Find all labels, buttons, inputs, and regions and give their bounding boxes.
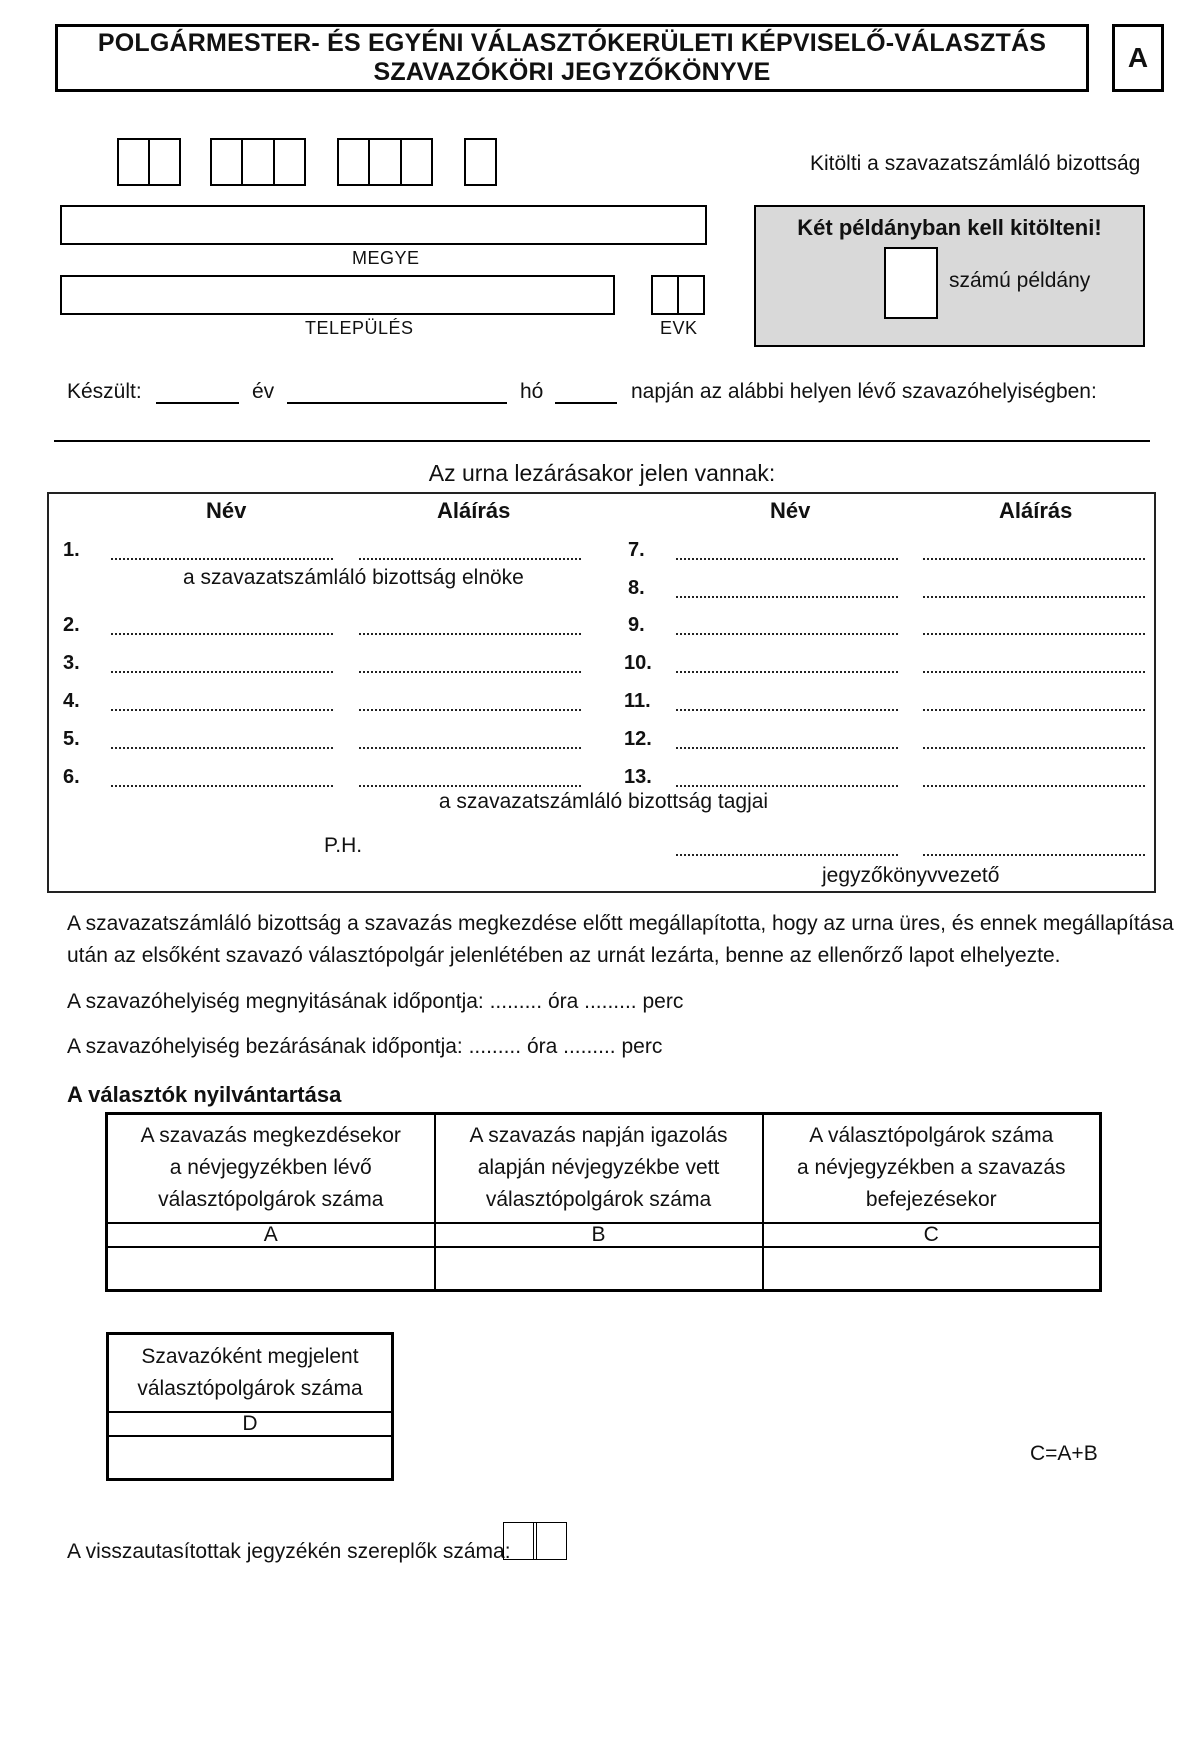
- member-number: 3.: [63, 652, 80, 674]
- name-line[interactable]: [676, 596, 898, 598]
- recorder-caption: jegyzőkönyvvezető: [822, 864, 1000, 887]
- col-signature-left: Aláírás: [437, 498, 511, 523]
- made-prefix: Készült:: [67, 380, 142, 403]
- statement-line2: után az elsőként szavazó választópolgár jelenlétében az urnát lezárta, benne az ellenőrző lapot elhelyezte.: [67, 944, 1061, 967]
- member-number: 1.: [63, 539, 80, 561]
- settlement-label: TELEPÜLÉS: [305, 318, 414, 338]
- evk-label: EVK: [660, 318, 698, 338]
- name-line[interactable]: [676, 709, 898, 711]
- voters-value-d[interactable]: [108, 1436, 393, 1480]
- month-blank[interactable]: [287, 402, 507, 404]
- opening-time[interactable]: A szavazóhelyiség megnyitásának időpontja: ......... óra ......... perc: [67, 990, 684, 1013]
- attendance-box: [47, 492, 1156, 893]
- form-title-line2: SZAVAZÓKÖRI JEGYZŐKÖNYVE: [373, 58, 771, 86]
- member-number: 11.: [624, 690, 651, 712]
- rejected-count-field[interactable]: [503, 1522, 567, 1560]
- name-line[interactable]: [676, 747, 898, 749]
- statement-line1: A szavazatszámláló bizottság a szavazás megkezdése előtt megállapította, hogy az urna üres, és ennek megállapítása: [67, 912, 1174, 935]
- name-line[interactable]: [111, 671, 333, 673]
- form-title-box: [55, 24, 1089, 92]
- name-line[interactable]: [111, 747, 333, 749]
- form-title-line1: POLGÁRMESTER- ÉS EGYÉNI VÁLASZTÓKERÜLETI KÉPVISELŐ-VÁLASZTÁS: [97, 29, 1047, 57]
- name-line[interactable]: [676, 671, 898, 673]
- filler-note: Kitölti a szavazatszámláló bizottság: [810, 152, 1141, 175]
- location-blank[interactable]: [54, 440, 1150, 442]
- signature-line[interactable]: [923, 671, 1145, 673]
- member-number: 2.: [63, 614, 80, 636]
- signature-line[interactable]: [359, 747, 581, 749]
- formula: C=A+B: [1030, 1442, 1098, 1465]
- member-number: 6.: [63, 766, 80, 788]
- settlement-field[interactable]: [60, 275, 615, 315]
- year-label: év: [252, 380, 275, 403]
- col-name-right: Név: [770, 498, 811, 523]
- col-name-left: Név: [206, 498, 247, 523]
- rejected-label: A visszautasítottak jegyzékén szereplők száma:: [67, 1540, 511, 1563]
- member-number: 9.: [628, 614, 645, 636]
- made-suffix: napján az alábbi helyen lévő szavazóhelyiségben:: [631, 380, 1097, 403]
- code-box-group-4[interactable]: [464, 138, 497, 186]
- stamp-label: P.H.: [324, 834, 363, 857]
- signature-line[interactable]: [359, 671, 581, 673]
- name-line[interactable]: [111, 709, 333, 711]
- code-box-group-3[interactable]: [337, 138, 433, 186]
- registry-letter-b: B: [435, 1223, 763, 1247]
- registry-col-b-header: A szavazás napján igazolás alapján névjegyzékbe vett választópolgárok száma: [435, 1114, 763, 1223]
- year-blank[interactable]: [156, 402, 239, 404]
- name-line[interactable]: [676, 558, 898, 560]
- member-number: 4.: [63, 690, 80, 712]
- member-number: 8.: [628, 577, 645, 599]
- voters-table: [106, 1332, 394, 1481]
- attendance-heading: Az urna lezárásakor jelen vannak:: [428, 460, 776, 486]
- registry-value-b[interactable]: [435, 1247, 763, 1291]
- copies-note: Két példányban kell kitölteni!: [797, 215, 1102, 240]
- registry-letter-c: C: [763, 1223, 1101, 1247]
- name-line[interactable]: [111, 558, 333, 560]
- member-number: 7.: [628, 539, 645, 561]
- member-number: 10.: [624, 652, 652, 674]
- code-box-group-1[interactable]: [117, 138, 181, 186]
- name-line[interactable]: [111, 633, 333, 635]
- registry-col-a-header: A szavazás megkezdésekor a névjegyzékben lévő választópolgárok száma: [107, 1114, 435, 1223]
- col-signature-right: Aláírás: [999, 498, 1073, 523]
- signature-line[interactable]: [923, 633, 1145, 635]
- member-number: 13.: [624, 766, 652, 788]
- voters-letter-d: D: [108, 1412, 393, 1436]
- signature-line[interactable]: [923, 709, 1145, 711]
- name-line[interactable]: [676, 633, 898, 635]
- recorder-signature-line[interactable]: [923, 854, 1145, 856]
- registry-col-c-header: A választópolgárok száma a névjegyzékben a szavazás befejezésekor: [763, 1114, 1101, 1223]
- signature-line[interactable]: [923, 558, 1145, 560]
- member-number: 12.: [624, 728, 652, 750]
- chair-caption: a szavazatszámláló bizottság elnöke: [183, 566, 524, 589]
- copy-number-field[interactable]: [884, 247, 938, 319]
- voters-header: Szavazóként megjelent választópolgárok száma: [108, 1334, 393, 1412]
- day-blank[interactable]: [555, 402, 617, 404]
- copies-box: [754, 205, 1145, 347]
- signature-line[interactable]: [923, 747, 1145, 749]
- member-number: 5.: [63, 728, 80, 750]
- registry-heading: A választók nyilvántartása: [67, 1082, 342, 1107]
- month-label: hó: [520, 380, 544, 403]
- form-version-letter: A: [1112, 24, 1164, 92]
- county-label: MEGYE: [352, 248, 420, 268]
- copy-label: számú példány: [949, 269, 1091, 292]
- signature-line[interactable]: [359, 709, 581, 711]
- registry-letter-a: A: [107, 1223, 435, 1247]
- code-box-group-2[interactable]: [210, 138, 306, 186]
- name-line[interactable]: [676, 785, 898, 787]
- county-field[interactable]: [60, 205, 707, 245]
- signature-line[interactable]: [359, 558, 581, 560]
- signature-line[interactable]: [923, 785, 1145, 787]
- signature-line[interactable]: [359, 785, 581, 787]
- recorder-name-line[interactable]: [676, 854, 898, 856]
- evk-field[interactable]: [651, 275, 705, 315]
- signature-line[interactable]: [359, 633, 581, 635]
- registry-value-a[interactable]: [107, 1247, 435, 1291]
- members-caption: a szavazatszámláló bizottság tagjai: [438, 790, 769, 813]
- registry-table: [105, 1112, 1102, 1292]
- signature-line[interactable]: [923, 596, 1145, 598]
- registry-value-c[interactable]: [763, 1247, 1101, 1291]
- name-line[interactable]: [111, 785, 333, 787]
- closing-time[interactable]: A szavazóhelyiség bezárásának időpontja: ......... óra ......... perc: [67, 1035, 663, 1058]
